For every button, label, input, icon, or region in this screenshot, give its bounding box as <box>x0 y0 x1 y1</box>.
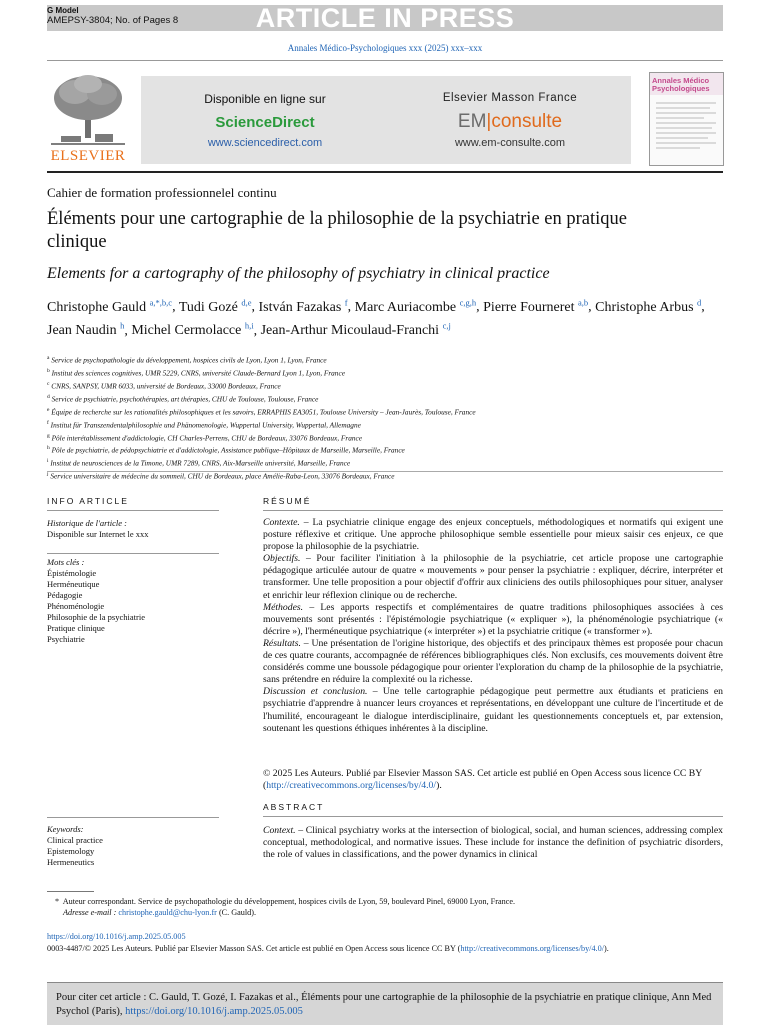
article-id: AMEPSY-3804; No. of Pages 8 <box>47 15 179 26</box>
affiliation-list <box>47 353 723 482</box>
sciencedirect-logo[interactable]: ScienceDirect <box>215 114 315 131</box>
author-affiliation-marks[interactable]: a,b <box>578 297 589 307</box>
affiliation <box>47 353 723 366</box>
affiliation-text: Institut des sciences cognitives, UMR 5229, CNRS, université Claude-Bernard Lyon 1, Lyon, France <box>51 368 345 378</box>
author-affiliation-marks[interactable]: c,j <box>442 320 451 331</box>
doi-link[interactable]: https://doi.org/10.1016/j.amp.2025.05.005 <box>47 932 186 941</box>
affiliation-key: j <box>47 471 49 478</box>
author-name: Jean Naudin <box>47 323 117 339</box>
affiliation <box>47 443 723 456</box>
affiliation <box>47 456 723 469</box>
affiliation <box>47 366 723 379</box>
author <box>47 320 125 339</box>
keywords-en-label: Keywords: <box>47 824 84 834</box>
resume-paragraph <box>263 638 723 686</box>
resume-paragraph-text: – La psychiatrie clinique engage des enjeux conceptuels, méthodologiques et normatifs qui exigent une posture réflexive et critique. Une approche philosophique semble essentielle pour mieux saisir ces enjeux, ce que propose la philosophie de la psychiatrie. <box>263 517 723 553</box>
em-consulte-logo[interactable] <box>420 111 600 133</box>
resume-paragraph-label: Objectifs. <box>263 553 301 565</box>
email-line <box>47 907 723 918</box>
g-model-label: G Model <box>47 6 79 15</box>
affiliation-text: Service universitaire de médecine du sommeil, CHU de Bordeaux, place Amélie-Raba-Leon, 33076 Bordeaux, France <box>50 471 395 481</box>
keywords-fr <box>47 557 219 645</box>
resume-paragraph-text: – Une présentation de l'origine historique, des objectifs et des principaux thèmes est proposée pour chacun de ces quatre courants, accompagnée de références bibliographiques clés. Non exclusifs, ces mouvements doivent être considérés comme une boussole pédagogique pour orienter l'exploration du champ de la philosophie de la psychiatrie, sans prétendre en réduire la complexité ou la richesse. <box>263 637 723 686</box>
affiliation-text: Institut de neurosciences de la Timone, UMR 7289, CNRS, Aix-Marseille université, Marseille, France <box>50 458 351 468</box>
keywords-fr-label: Mots clés : <box>47 557 85 567</box>
resume-license <box>263 768 723 792</box>
author <box>354 297 477 315</box>
author <box>47 297 173 315</box>
affiliation-key: f <box>47 419 49 426</box>
cite-doi-link[interactable]: https://doi.org/10.1016/j.amp.2025.05.005 <box>125 1006 303 1017</box>
email-suffix: (C. Gauld). <box>216 908 257 917</box>
cite-text: Pour citer cet article : C. Gauld, T. Gozé, I. Fazakas et al., Éléments pour une cartographie de la philosophie de la psychiatrie en pratique clinique, Ann Med Psychol (Paris), <box>56 992 712 1017</box>
affiliation-text: Institut für Transzendentalphilosophie und Phänomenologie, Wuppertal University, Wuppertal, Allemagne <box>50 420 361 430</box>
license-end: ). <box>436 780 442 792</box>
divider <box>263 816 723 817</box>
keyword: Pratique clinique <box>47 623 105 633</box>
affiliation-key: b <box>47 367 50 374</box>
email-link[interactable]: christophe.gauld@chu-lyon.fr <box>118 908 217 917</box>
affiliation-key: c <box>47 380 50 387</box>
resume-paragraph-text: – Pour faciliter l'initiation à la philosophie de la psychiatrie, cet article propose une cartographie pédagogique articulée autour de quatre « mouvements » pour penser la psychiatrie : expliquer, décrire, interpréter et transformer. Une telle proposition a pour objectif d'offrir aux cliniciens des outils philosophiques pour situer, analyser et enrichir leur réflexion clinique ou de recherche. <box>263 553 723 601</box>
resume-paragraph-label: Résultats. <box>263 637 301 649</box>
section-label: Cahier de formation professionnelel continu <box>47 185 277 200</box>
author <box>260 320 451 339</box>
resume-paragraph-label: Contexte. <box>263 517 300 528</box>
em-logo-separator: | <box>486 111 492 132</box>
resume-paragraph-label: Méthodes. <box>263 601 304 613</box>
cover-title: Annales Médico Psychologiques <box>652 76 710 93</box>
author <box>178 297 252 315</box>
divider <box>47 553 219 554</box>
affiliation-key: e <box>47 406 50 413</box>
resume-body <box>263 517 723 735</box>
author-name: István Fazakas <box>258 299 342 315</box>
copyright-end: ). <box>603 944 609 953</box>
affiliation-text: CNRS, SANPSY, UMR 6033, université de Bordeaux, 33000 Bordeaux, France <box>51 381 281 391</box>
author-affiliation-marks[interactable]: a,*,b,c <box>149 297 173 307</box>
affiliation <box>47 379 723 392</box>
keyword: Psychiatrie <box>47 634 85 644</box>
author-name: Pierre Fourneret <box>483 299 575 315</box>
resume-paragraph <box>263 686 723 734</box>
affiliation-key: d <box>47 393 50 400</box>
corr-text: Auteur correspondant. Service de psychopathologie du développement, hospices civils de Lyon, 59, boulevard Pinel, 69000 Lyon, France. <box>62 897 516 906</box>
author-name: Jean-Arthur Micoulaud-Franchi <box>260 323 440 339</box>
author <box>258 297 348 315</box>
divider <box>47 817 219 818</box>
keywords-fr-list <box>47 568 219 645</box>
author-name: Marc Auriacombe <box>354 299 457 315</box>
keyword: Épistémologie <box>47 568 97 578</box>
affiliation-key: i <box>47 458 49 465</box>
abstract-label: Context. <box>263 825 296 836</box>
keyword: Phénoménologie <box>47 601 105 611</box>
keyword: Herméneutique <box>47 579 100 589</box>
info-article-heading: INFO ARTICLE <box>47 496 129 506</box>
affiliation-text: Équipe de recherche sur les rationalités philosophiques et les savoirs, ERRAPHIS EA3051, Toulouse University – Jean-Jaurès, Toulouse, France <box>51 407 476 417</box>
affiliation-text: Pôle interétablissement d'addictologie, CH Charles-Perrens, CHU de Bordeaux, 33076 Bordeaux, France <box>51 432 362 442</box>
copyright-line <box>47 943 737 954</box>
article-in-press-label: ARTICLE IN PRESS <box>255 3 515 33</box>
resume-paragraph <box>263 553 723 601</box>
article-title-fr: Éléments pour une cartographie de la philosophie de la psychiatrie en pratique clinique <box>47 209 627 252</box>
affiliation-text: Service de psychiatrie, psychothérapies, art thérapies, CHU de Toulouse, Toulouse, France <box>51 394 319 404</box>
resume-paragraph <box>263 602 723 638</box>
sciencedirect-link[interactable]: www.sciencedirect.com <box>207 137 323 149</box>
author <box>131 320 254 339</box>
corresponding-author-note <box>47 896 723 918</box>
author-affiliation-marks[interactable]: c,g,h <box>459 297 477 307</box>
license-text-line <box>263 768 723 792</box>
affiliation-key: h <box>47 445 50 452</box>
em-logo-left: EM <box>457 111 487 132</box>
author <box>595 297 702 315</box>
divider <box>263 510 723 511</box>
affiliation-key: a <box>47 355 50 361</box>
resume-heading: RÉSUMÉ <box>263 496 312 506</box>
affiliation <box>47 405 723 418</box>
author-affiliation-marks[interactable]: h,i <box>244 320 254 331</box>
author-list: Christophe Gauld $^{a,*,b,c}$, Tudi Gozé $^{d,e}$, István Fazakas $^f$, Marc Auriacombe $^{c,g,h}$, Pierre Fourneret $^{a,b}$, Christophe Arbus $^d$, Jean Naudin $^h$, Michel Cermolacce $^{h,i}$, Jean-Arthur Micoulaud-Franchi $^{c,j}$ <box>47 297 705 339</box>
abstract-heading: ABSTRACT <box>263 802 325 812</box>
em-publisher-label: Elsevier Masson France <box>442 92 578 104</box>
elsevier-wordmark: ELSEVIER <box>50 148 126 164</box>
abstract-text: – Clinical psychiatry works at the intersection of biological, social, and human sciences, addressing complex conceptual, methodological, and normative issues. These include for instance the definition of psychiatric disorders, the role of values in classifications, and the power dynamics in clinical <box>263 825 723 861</box>
article-history <box>47 518 219 540</box>
divider <box>47 60 723 61</box>
keyword: Philosophie de la psychiatrie <box>47 612 145 622</box>
divider <box>47 510 219 511</box>
resume-paragraph-text: – Les apports respectifs et complémentaires de quatre traditions philosophiques associées à ces mouvements sont présentés : l'épistémologie psychiatrique (« expliquer »), la phénoménologie psychiatrique (« décrire »), l'herméneutique psychiatrique (« interpréter ») et la psychiatrie critique (« transformer »). <box>263 601 723 637</box>
corr-star: * <box>55 897 60 906</box>
author-name: Christophe Arbus <box>595 299 694 315</box>
keywords-en <box>47 824 219 868</box>
author-affiliation-marks[interactable]: d <box>697 297 702 307</box>
copyright-text: 0003-4487/© 2025 Les Auteurs. Publié par Elsevier Masson SAS. Cet article est publié en Open Access sous licence CC BY ( <box>47 944 461 953</box>
affiliation <box>47 431 723 444</box>
history-label: Historique de l'article : <box>47 518 127 528</box>
license-text: © 2025 Les Auteurs. Publié par Elsevier Masson SAS. Cet article est publié en Open Access sous licence CC BY ( <box>263 768 702 792</box>
affiliation-key: g <box>47 432 50 439</box>
author-affiliation-marks[interactable]: h <box>120 320 125 331</box>
em-consulte-link[interactable]: www.em-consulte.com <box>454 137 566 149</box>
author-affiliation-marks[interactable]: d,e <box>241 297 252 307</box>
resume-paragraph-text: – Une telle cartographie pédagogique peut permettre aux étudiants et praticiens en psychiatrie d'apprendre à nuancer leurs croyances et représentations, en développant une culture de l'incertitude et de l'humilité, encourageant le dialogue interdisciplinaire, guidant les questionnements conceptuels et, par extension, soutenant les questions éthiques inhérentes à la discipline. <box>263 686 723 734</box>
affiliation <box>47 392 723 405</box>
license-link[interactable]: http://creativecommons.org/licenses/by/4.0/ <box>266 780 437 792</box>
keyword: Pédagogie <box>47 590 83 600</box>
corr-line <box>47 896 723 907</box>
em-logo-right: consulte <box>491 111 563 132</box>
keywords-en-list <box>47 835 219 868</box>
available-online-label: Disponible en ligne sur <box>204 92 326 106</box>
affiliation <box>47 418 723 431</box>
citation-text <box>56 991 716 1019</box>
keyword: Epistemology <box>47 846 95 856</box>
email-label: Adresse e-mail : <box>63 908 117 917</box>
copyright-link[interactable]: http://creativecommons.org/licenses/by/4.0/ <box>460 944 604 953</box>
divider <box>47 471 723 472</box>
keyword: Hermeneutics <box>47 857 95 867</box>
article-title-en: Elements for a cartography of the philosophy of psychiatry in clinical practice <box>47 265 550 282</box>
abstract-body <box>263 825 723 861</box>
affiliation-text: Service de psychopathologie du développement, hospices civils de Lyon, Lyon 1, Lyon, France <box>51 355 327 365</box>
footnote-divider <box>47 891 94 892</box>
resume-paragraph <box>263 517 723 553</box>
resume-paragraph-label: Discussion et conclusion. <box>263 686 368 698</box>
author-name: Christophe Gauld <box>47 299 147 315</box>
author-name: Tudi Gozé <box>178 299 238 315</box>
header-divider <box>47 171 723 173</box>
history-value: Disponible sur Internet le xxx <box>47 529 149 539</box>
author-name: Michel Cermolacce <box>131 323 242 339</box>
keyword: Clinical practice <box>47 835 103 845</box>
affiliation-text: Pôle de psychiatrie, de pédopsychiatrie et d'addictologie, Assistance publique–Hôpitaux de Marseille, Marseille, France <box>51 445 405 455</box>
journal-citation-line[interactable]: Annales Médico-Psychologiques xxx (2025) xxx–xxx <box>287 43 483 53</box>
author-affiliation-marks[interactable]: f <box>344 297 348 307</box>
author <box>483 297 589 315</box>
